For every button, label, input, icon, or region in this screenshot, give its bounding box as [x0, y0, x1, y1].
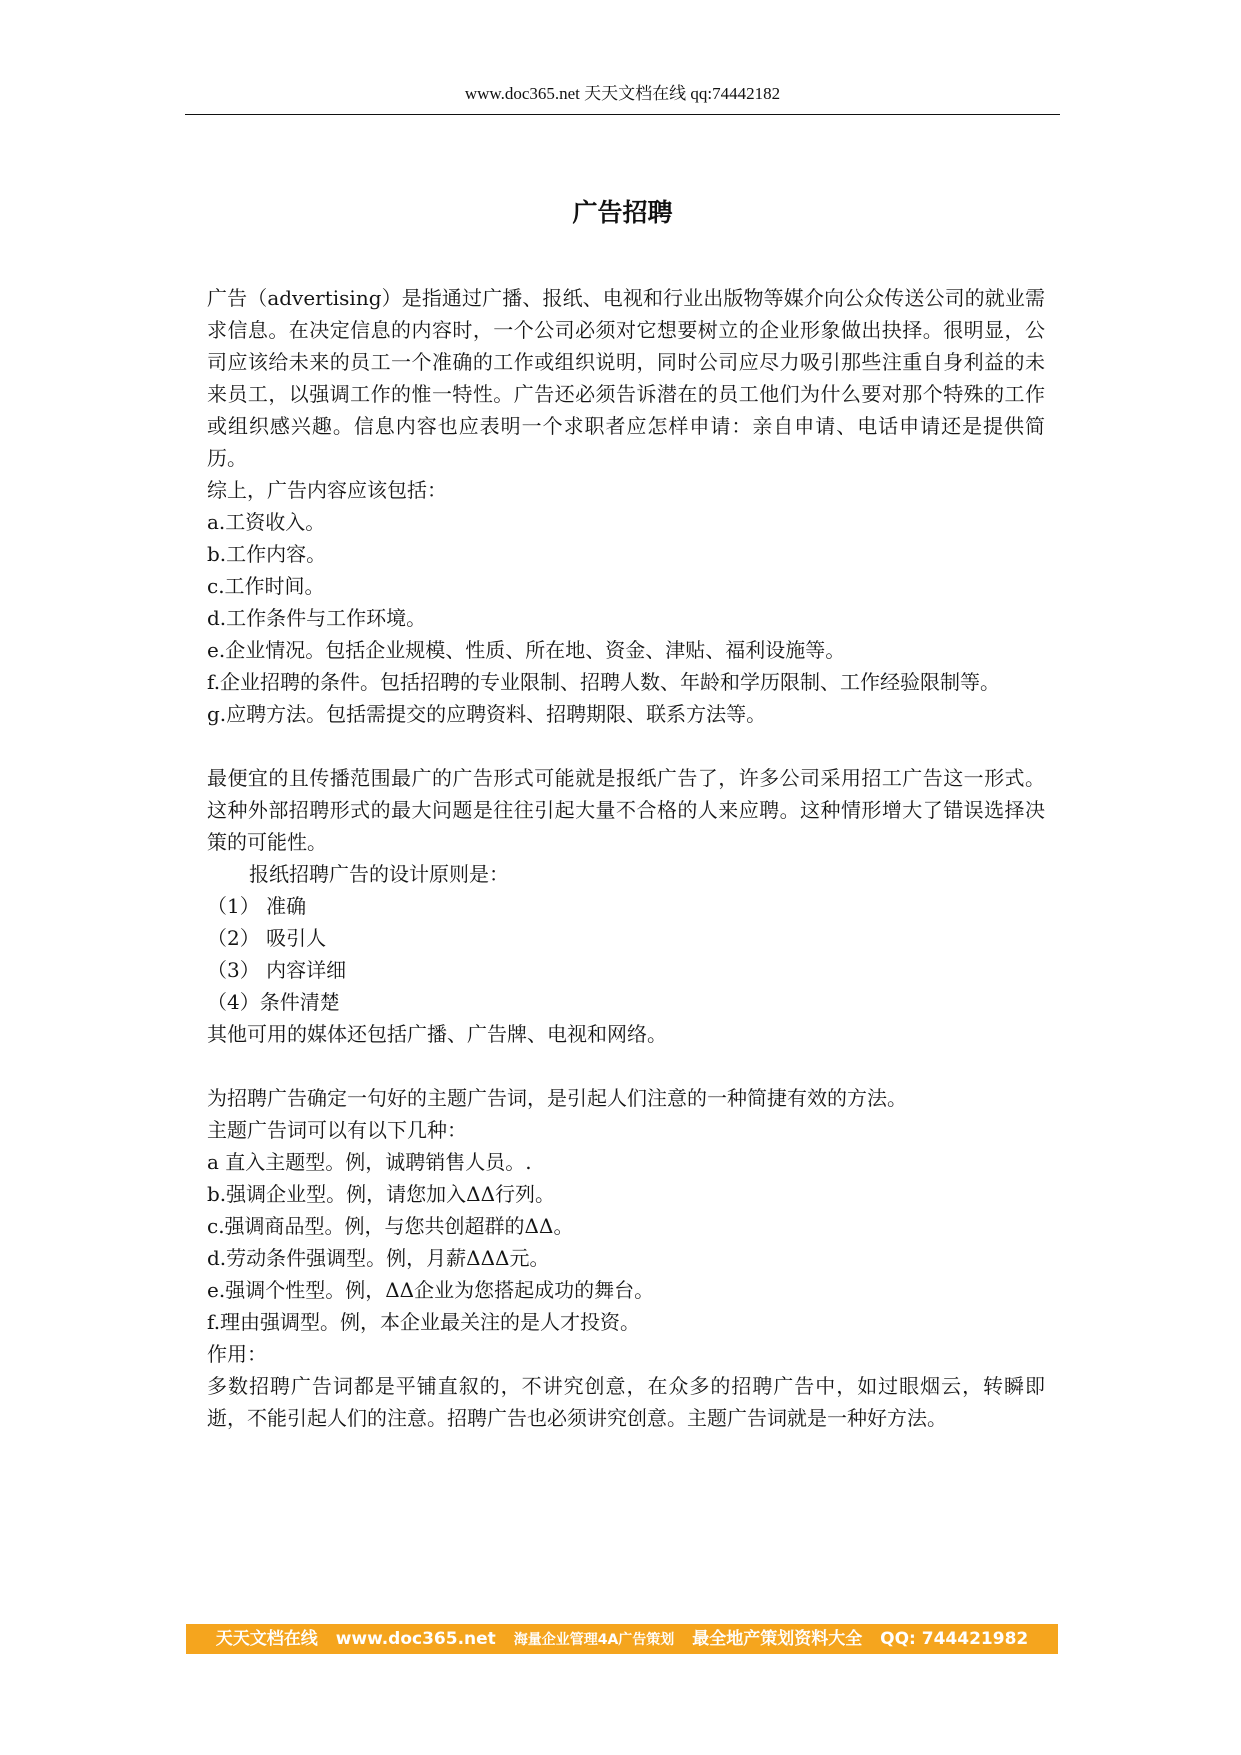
paragraph-effect: 多数招聘广告词都是平铺直叙的，不讲究创意，在众多的招聘广告中，如过眼烟云，转瞬即逝，不能引起人们的注意。招聘广告也必须讲究创意。主题广告词就是一种好方法。 [207, 1374, 1045, 1430]
footer-site-name: 天天文档在线 [215, 1629, 318, 1649]
list-item: e.强调个性型。例，ΔΔ企业为您搭起成功的舞台。 [207, 1278, 655, 1302]
list-item: a.工资收入。 [207, 510, 326, 534]
footer-qq: QQ: 744421982 [880, 1629, 1029, 1649]
list-item: d.工作条件与工作环境。 [207, 606, 427, 630]
document-title: 广告招聘 [572, 198, 673, 227]
paragraph-other-media: 其他可用的媒体还包括广播、广告牌、电视和网络。 [207, 1022, 667, 1046]
paragraph-gap [207, 1050, 1045, 1082]
footer-banner [186, 1624, 1058, 1654]
paragraph-slogan: 为招聘广告确定一句好的主题广告词，是引起人们注意的一种简捷有效的方法。 [207, 1086, 907, 1110]
list-item: e.企业情况。包括企业规模、性质、所在地、资金、津贴、福利设施等。 [207, 638, 846, 662]
paragraph-effect-heading: 作用： [207, 1342, 267, 1366]
list-item: b.工作内容。 [207, 542, 327, 566]
list-item: f.企业招聘的条件。包括招聘的专业限制、招聘人数、年龄和学历限制、工作经验限制等。 [207, 670, 1001, 694]
list-item: d.劳动条件强调型。例，月薪ΔΔΔ元。 [207, 1246, 550, 1270]
footer-tagline-1: 海量企业管理4A广告策划 [513, 1632, 675, 1648]
paragraph-slogan-types: 主题广告词可以有以下几种： [207, 1118, 467, 1142]
document-body [207, 282, 1045, 1434]
list-item: （3） 内容详细 [207, 958, 347, 982]
list-item: b.强调企业型。例，请您加入ΔΔ行列。 [207, 1182, 556, 1206]
list-item: （4）条件清楚 [207, 990, 340, 1014]
list-item: f.理由强调型。例，本企业最关注的是人才投资。 [207, 1310, 641, 1334]
list-item: a 直入主题型。例，诚聘销售人员。. [207, 1150, 532, 1174]
paragraph-gap [207, 730, 1045, 762]
list-item: c.强调商品型。例，与您共创超群的ΔΔ。 [207, 1214, 574, 1238]
list-item: （2） 吸引人 [207, 926, 327, 950]
paragraph-summary: 综上，广告内容应该包括： [207, 478, 447, 502]
page-header: www.doc365.net 天天文档在线 qq:74442182 [464, 84, 781, 103]
paragraph-principles: 报纸招聘广告的设计原则是： [249, 862, 509, 886]
paragraph-newspaper: 最便宜的且传播范围最广的广告形式可能就是报纸广告了，许多公司采用招工广告这一形式。这种外部招聘形式的最大问题是往往引起大量不合格的人来应聘。这种情形增大了错误选择决策的可能性。 [207, 766, 1045, 854]
header-rule [185, 114, 1060, 115]
footer-tagline-2: 最全地产策划资料大全 [692, 1629, 863, 1649]
list-item: （1） 准确 [207, 894, 307, 918]
list-item: c.工作时间。 [207, 574, 325, 598]
paragraph-intro: 广告（advertising）是指通过广播、报纸、电视和行业出版物等媒介向公众传送公司的就业需求信息。在决定信息的内容时，一个公司必须对它想要树立的企业形象做出抉择。很明显，公司应该给未来的员工一个准确的工作或组织说明，同时公司应尽力吸引那些注重自身利益的未来员工，以强调工作的惟一特性。广告还必须告诉潜在的员工他们为什么要对那个特殊的工作或组织感兴趣。信息内容也应表明一个求职者应怎样申请：亲自申请、电话申请还是提供简历。 [207, 286, 1045, 470]
footer-url-link[interactable]: www.doc365.net [335, 1629, 496, 1649]
list-item: g.应聘方法。包括需提交的应聘资料、招聘期限、联系方法等。 [207, 702, 767, 726]
